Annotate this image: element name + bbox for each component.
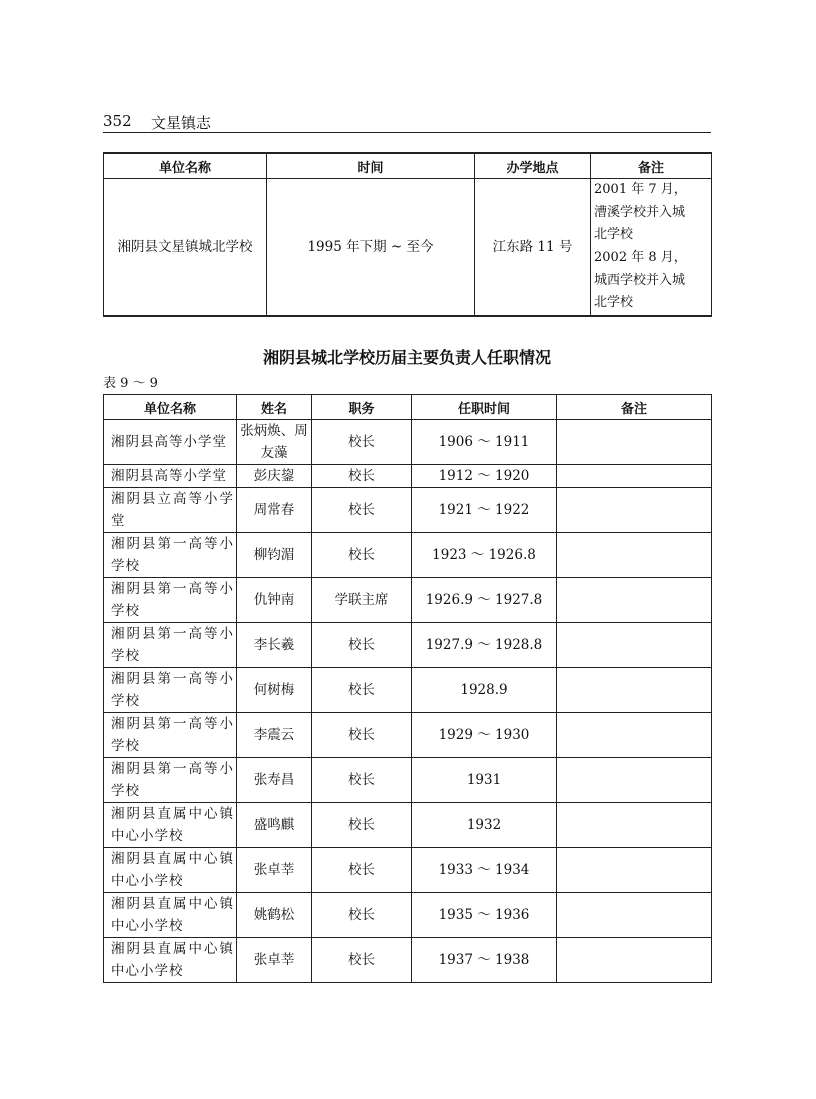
cell-unit: 湘阴县第一高等小学校	[104, 758, 237, 803]
cell-unit: 湘阴县第一高等小学校	[104, 533, 237, 578]
table-row	[104, 578, 712, 623]
table-row	[104, 758, 712, 803]
cell-position: 校长	[312, 893, 412, 938]
section-title: 湘阴县城北学校历届主要负责人任职情况	[262, 348, 551, 367]
header-position: 职务	[312, 395, 412, 420]
table-row	[104, 713, 712, 758]
cell-term: 1921 ～ 1922	[412, 488, 557, 533]
header-name: 姓名	[237, 395, 312, 420]
cell-location: 江东路 11 号	[475, 179, 591, 317]
table-row	[104, 420, 712, 465]
header-term: 任职时间	[412, 395, 557, 420]
cell-term: 1929 ～ 1930	[412, 713, 557, 758]
note-line: 北学校	[594, 295, 634, 311]
cell-position: 校长	[312, 938, 412, 983]
cell-unit: 湘阴县直属中心镇中心小学校	[104, 938, 237, 983]
cell-term: 1932	[412, 803, 557, 848]
header-unit: 单位名称	[104, 153, 267, 179]
cell-note	[557, 893, 712, 938]
note-line: 2001 年 7 月，	[594, 182, 687, 198]
page-number: 352	[103, 112, 132, 130]
cell-unit: 湘阴县第一高等小学校	[104, 713, 237, 758]
table-row	[104, 668, 712, 713]
cell-position: 校长	[312, 533, 412, 578]
cell-name: 姚鹤松	[237, 893, 312, 938]
principals-table	[103, 394, 712, 983]
cell-term: 1935 ～ 1936	[412, 893, 557, 938]
note-line: 北学校	[594, 227, 634, 243]
cell-unit: 湘阴县第一高等小学校	[104, 578, 237, 623]
table-header-row	[104, 153, 712, 179]
cell-position: 校长	[312, 465, 412, 488]
cell-unit: 湘阴县高等小学堂	[104, 420, 237, 465]
cell-term: 1926.9 ～ 1927.8	[412, 578, 557, 623]
cell-unit: 湘阴县立高等小学堂	[104, 488, 237, 533]
table-row	[104, 179, 712, 317]
page-header	[103, 112, 711, 133]
cell-position: 校长	[312, 420, 412, 465]
cell-position: 校长	[312, 803, 412, 848]
cell-term: 1933 ～ 1934	[412, 848, 557, 893]
cell-note	[557, 713, 712, 758]
cell-unit: 湘阴县直属中心镇中心小学校	[104, 848, 237, 893]
cell-unit: 湘阴县高等小学堂	[104, 465, 237, 488]
header-time: 时间	[267, 153, 475, 179]
cell-term: 1923 ～ 1926.8	[412, 533, 557, 578]
table-row	[104, 623, 712, 668]
cell-note	[557, 758, 712, 803]
cell-note	[557, 848, 712, 893]
cell-name: 张卓莘	[237, 848, 312, 893]
table-row	[104, 533, 712, 578]
table-row	[104, 488, 712, 533]
cell-name: 张卓莘	[237, 938, 312, 983]
book-title: 文星镇志	[151, 114, 212, 132]
cell-name: 张炳焕、周友藻	[237, 420, 312, 465]
header-location: 办学地点	[475, 153, 591, 179]
cell-position: 学联主席	[312, 578, 412, 623]
cell-unit: 湘阴县直属中心镇中心小学校	[104, 803, 237, 848]
cell-name: 盛鸣麒	[237, 803, 312, 848]
cell-position: 校长	[312, 713, 412, 758]
header-note: 备注	[591, 153, 712, 179]
cell-note	[557, 488, 712, 533]
cell-term: 1937 ～ 1938	[412, 938, 557, 983]
cell-position: 校长	[312, 758, 412, 803]
cell-position: 校长	[312, 848, 412, 893]
cell-note	[557, 938, 712, 983]
cell-term: 1931	[412, 758, 557, 803]
cell-time: 1995 年下期 ~ 至今	[267, 179, 475, 317]
note-line: 漕溪学校并入城	[594, 204, 686, 220]
cell-position: 校长	[312, 488, 412, 533]
cell-note	[557, 465, 712, 488]
note-line: 2002 年 8 月，	[594, 250, 687, 265]
table-row	[104, 803, 712, 848]
table-row	[104, 465, 712, 488]
cell-term: 1906 ～ 1911	[412, 420, 557, 465]
cell-name: 何树梅	[237, 668, 312, 713]
cell-unit: 湘阴县文星镇城北学校	[104, 179, 267, 317]
cell-note	[557, 420, 712, 465]
cell-note	[557, 668, 712, 713]
cell-name: 李长羲	[237, 623, 312, 668]
table-row	[104, 848, 712, 893]
cell-note	[557, 803, 712, 848]
cell-unit: 湘阴县第一高等小学校	[104, 668, 237, 713]
cell-unit: 湘阴县第一高等小学校	[104, 623, 237, 668]
table-row	[104, 893, 712, 938]
cell-note	[557, 533, 712, 578]
cell-name: 张寿昌	[237, 758, 312, 803]
cell-name: 周常春	[237, 488, 312, 533]
table-row	[104, 938, 712, 983]
header-unit: 单位名称	[104, 395, 237, 420]
cell-note	[557, 623, 712, 668]
cell-term: 1927.9 ～ 1928.8	[412, 623, 557, 668]
header-note: 备注	[557, 395, 712, 420]
note-line: 城西学校并入城	[594, 272, 686, 288]
cell-name: 仇钟南	[237, 578, 312, 623]
cell-position: 校长	[312, 668, 412, 713]
school-info-table	[103, 152, 712, 317]
cell-unit: 湘阴县直属中心镇中心小学校	[104, 893, 237, 938]
cell-name: 彭庆鋆	[237, 465, 312, 488]
table-header-row	[104, 395, 712, 420]
table-number: 表 9 ～ 9	[103, 376, 158, 391]
cell-name: 李震云	[237, 713, 312, 758]
cell-note	[557, 578, 712, 623]
cell-term: 1912 ～ 1920	[412, 465, 557, 488]
cell-note	[591, 179, 712, 317]
cell-name: 柳钧湄	[237, 533, 312, 578]
cell-term: 1928.9	[412, 668, 557, 713]
cell-position: 校长	[312, 623, 412, 668]
